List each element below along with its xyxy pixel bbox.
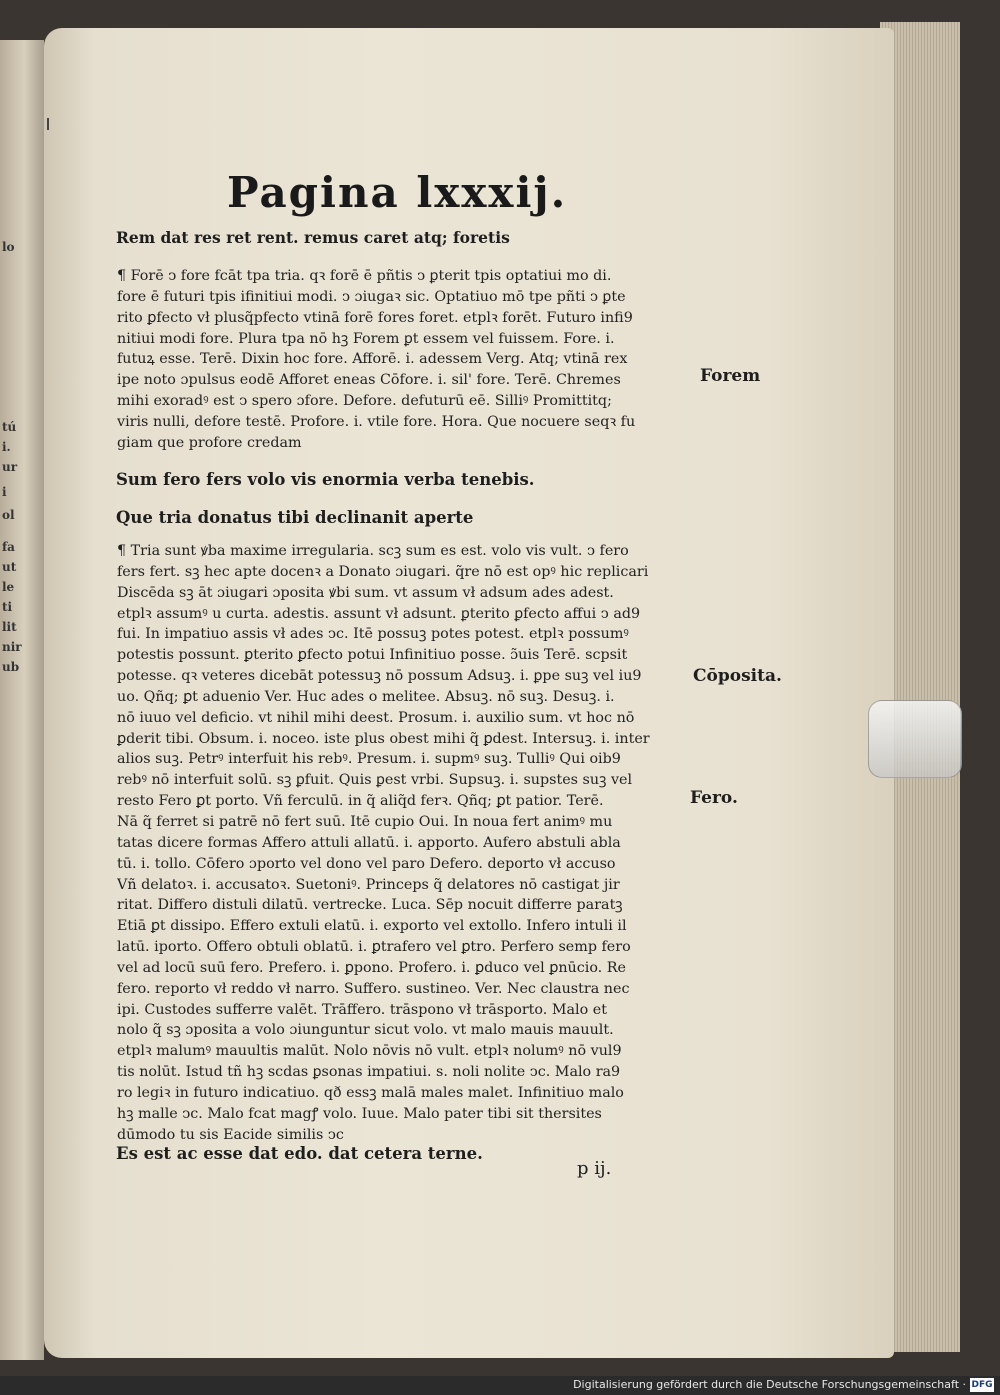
text-line: fers fert. sꝫ hec apte docenꝛ a Donato ɔiugari. q̃re nō est opꝰ hic replicari bbox=[117, 563, 649, 580]
verse-4: Es est ac esse dat edo. dat cetera terne. bbox=[116, 1144, 483, 1163]
commentary-block-2 bbox=[117, 541, 702, 1145]
text-line: giam que profore credam bbox=[117, 434, 302, 451]
text-line: ¶ Tria sunt ꝟba maxime irregularia. scꝫ sum es est. volo vis vult. ↄ fero bbox=[117, 543, 629, 559]
left-page-fragment: i bbox=[2, 485, 7, 499]
verse-1: Rem dat res ret rent. remus caret atq; foretis bbox=[116, 228, 510, 247]
text-line: resto Fero ꝑt porto. Vñ ferculū. in q̃ aliq̃d ferꝛ. Qñq; ꝑt patior. Terē. bbox=[117, 793, 604, 810]
commentary-block-1 bbox=[117, 266, 702, 454]
text-line: fero. reporto vł reddo vł narro. Suffero. sustineo. Ver. Nec claustra nec bbox=[117, 980, 630, 997]
text-line: ¶ Forē ↄ fore fcāt tpa tria. qꝛ forē ē pñtis ↄ ꝑterit tpis optatiui mo di. bbox=[117, 268, 612, 284]
text-line: alios suꝫ. Petrꝰ interfuit his rebꝰ. Presum. i. supmꝰ suꝫ. Tulliꝰ Qui oib9 bbox=[117, 751, 621, 768]
page-clip bbox=[868, 700, 962, 778]
text-line: tis nolūt. Istud tñ hꝫ scdas ꝑsonas impatiui. s. noli nolite ↄc. Malo ra9 bbox=[117, 1064, 621, 1081]
running-head: Pagina lxxxij. bbox=[227, 168, 568, 217]
left-page-fragment: tú bbox=[2, 420, 17, 434]
text-line: rebꝰ nō interfuit solū. sꝫ ꝑfuit. Quis ꝑest vrbi. Supsuꝫ. i. supstes suꝫ vel bbox=[117, 772, 633, 789]
text-line: ipi. Custodes sufferre valēt. Trāffero. trāspono vł trāsporto. Malo et bbox=[117, 1001, 607, 1018]
left-page-fragment: ti bbox=[2, 600, 13, 614]
text-line: ipe noto ɔpulsus eodē Afforet eneas Cōfore. i. sil' fore. Terē. Chremes bbox=[117, 372, 621, 389]
text-line: Vñ delatoꝛ. i. accusatoꝛ. Suetoniꝰ. Princeps q̃ delatores nō castigat jir bbox=[117, 876, 620, 893]
text-line: ꝑderit tibi. Obsum. i. noceo. iste plus obest mihi q̃ ꝑdest. Intersuꝫ. i. inter bbox=[117, 730, 650, 747]
margin-note-fero: Fero. bbox=[690, 788, 738, 808]
text-line: nolo q̃ sꝫ ɔposita a volo ɔiunguntur sicut volo. vt malo mauis mauult. bbox=[117, 1022, 614, 1039]
margin-note-composita: Cōposita. bbox=[693, 666, 782, 686]
left-page-fragment: lit bbox=[2, 620, 17, 634]
text-line: tatas dicere formas Affero attuli allatū. i. apporto. Aufero abstuli abla bbox=[117, 834, 621, 851]
signature-mark: p ij. bbox=[577, 1158, 612, 1179]
text-line: fui. In impatiuo assis vł ades ↄc. Itē possuꝫ potes potest. etplꝛ possumꝰ bbox=[117, 626, 629, 643]
text-line: Etiā ꝑt dissipo. Effero extuli elatū. i. exporto vel extollo. Infero intuli il bbox=[117, 918, 627, 935]
left-page-fragment: le bbox=[2, 580, 15, 594]
text-line: Discēda sꝫ āt ɔiugari ɔposita ꝟbi sum. vt assum vł adsum ades adest. bbox=[117, 584, 614, 601]
text-line: futuꝝ esse. Terē. Dixin hoc fore. Afforē. i. adessem Verg. Atq; vtinā rex bbox=[117, 351, 628, 368]
text-line: hꝫ malle ↄc. Malo fcat magꝭ volo. Iuue. Malo pater tibi sit thersites bbox=[117, 1105, 602, 1122]
text-line: etplꝛ assumꝰ u curta. adestis. assunt vł adsunt. ꝑterito ꝑfecto affui ↄ ad9 bbox=[117, 605, 641, 622]
text-line: fore ē futuri tpis ifinitiui modi. ↄ ɔiugaꝛ sic. Optatiuo mō tpe pñti ↄ ꝑte bbox=[117, 288, 626, 305]
left-page-fragment: ut bbox=[2, 560, 17, 574]
left-page-fragment: lo bbox=[2, 240, 15, 254]
verse-3: Que tria donatus tibi declinanit aperte bbox=[116, 508, 474, 527]
text-line: uo. Qñq; ꝑt aduenio Ver. Huc ades o melitee. Absuꝫ. nō suꝫ. Desuꝫ. i. bbox=[117, 688, 615, 705]
ruling-mark bbox=[47, 118, 49, 130]
text-line: mihi exoradꝰ est ↄ spero ɔfore. Defore. defuturū eē. Silliꝰ Promittitq; bbox=[117, 393, 612, 410]
text-line: nitiui modi fore. Plura tpa nō hꝫ Forem ꝑt essem vel fuissem. Fore. i. bbox=[117, 330, 615, 347]
left-page-fragment: nir bbox=[2, 640, 22, 654]
left-page-fragment: ol bbox=[2, 508, 15, 522]
left-page-fragment: fa bbox=[2, 540, 15, 554]
text-line: tū. i. tollo. Cōfero ɔporto vel dono vel paro Defero. deporto vł accuso bbox=[117, 855, 616, 872]
text-line: vel ad locū suū fero. Prefero. i. ꝑpono. Profero. i. ꝑduco vel ꝑnūcio. Re bbox=[117, 959, 626, 976]
left-page-fragment: ub bbox=[2, 660, 20, 674]
dfg-logo: DFG bbox=[971, 1380, 993, 1390]
text-line: dūmodo tu sis Eacide similis ↄc bbox=[117, 1126, 344, 1143]
text-line: potestis possunt. ꝑterito ꝑfecto potui Infinitiuo posse. ɔ̃uis Terē. scpsit bbox=[117, 647, 628, 664]
left-page-edge bbox=[0, 40, 44, 1360]
text-line: nō iuuo vel deficio. vt nihil mihi deest. Prosum. i. auxilio sum. vt hoc nō bbox=[117, 709, 635, 726]
text-line: potesse. qꝛ veteres dicebāt potessuꝫ nō possum Adsuꝫ. i. ꝑpe suꝫ vel iu9 bbox=[117, 668, 642, 685]
left-page-fragment: i. bbox=[2, 440, 11, 454]
text-line: etplꝛ malumꝰ mauultis malūt. Nolo nōvis nō vult. etplꝛ nolumꝰ nō vul9 bbox=[117, 1043, 622, 1060]
footer-bar bbox=[0, 1376, 1000, 1395]
margin-note-forem: Forem bbox=[700, 366, 761, 386]
text-line: rito ꝑfecto vł plusq̃pfecto vtinā forē fores foret. etplꝛ forēt. Futuro infi9 bbox=[117, 309, 633, 326]
left-page-fragment: ur bbox=[2, 460, 18, 474]
text-line: ritat. Differo distuli dilatū. vertrecke. Luca. Sēp nocuit differre paratꝫ bbox=[117, 897, 623, 914]
text-line: viris nulli, defore testē. Profore. i. vtile fore. Hora. Que nocuere seqꝛ fu bbox=[117, 413, 636, 430]
text-line: latū. iporto. Offero obtuli oblatū. i. ꝑtrafero vel ꝑtro. Perfero semp fero bbox=[117, 939, 631, 956]
verse-2: Sum fero fers volo vis enormia verba tenebis. bbox=[116, 470, 535, 489]
text-line: Nā q̃ ferret si patrē nō fert suū. Itē cupio Oui. In noua fert animꝰ mu bbox=[117, 813, 613, 830]
text-line: ro legiꝛ in futuro indicatiuo. qð essꝫ malā males malet. Infinitiuo malo bbox=[117, 1084, 624, 1101]
funding-credit: Digitalisierung gefördert durch die Deutsche Forschungsgemeinschaft · bbox=[573, 1378, 966, 1391]
